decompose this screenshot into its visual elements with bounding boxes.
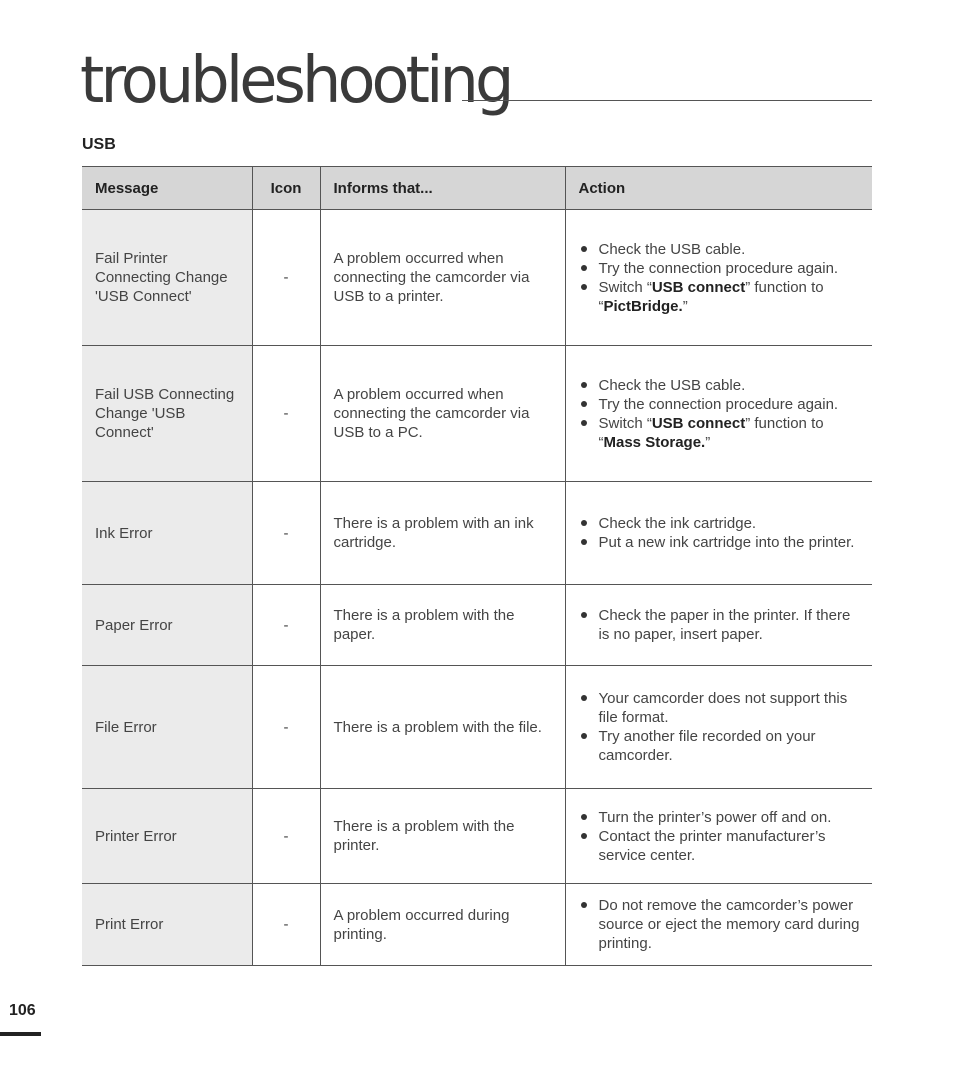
action-list — [579, 808, 865, 865]
action-item: Turn the printer’s power off and on. — [579, 808, 865, 827]
row-informs: There is a problem with the printer. — [320, 789, 565, 884]
page-number-bar — [0, 1032, 41, 1036]
table-row — [82, 346, 872, 482]
action-item: Contact the printer manufacturer’s service center. — [579, 827, 865, 865]
action-list — [579, 896, 865, 953]
row-message: Paper Error — [82, 585, 252, 666]
row-action — [565, 884, 872, 966]
row-action — [565, 482, 872, 585]
action-item: Switch “USB connect” function to “PictBridge.” — [579, 278, 865, 316]
action-item: Do not remove the camcorder’s power source or eject the memory card during printing. — [579, 896, 865, 953]
row-informs: There is a problem with an ink cartridge. — [320, 482, 565, 585]
action-item: Check the ink cartridge. — [579, 514, 865, 533]
table-row — [82, 210, 872, 346]
table-row — [82, 666, 872, 789]
action-list — [579, 606, 865, 644]
action-list — [579, 514, 865, 552]
title-underline — [462, 100, 872, 101]
row-icon: - — [252, 789, 320, 884]
row-action — [565, 210, 872, 346]
row-action — [565, 585, 872, 666]
page-number: 106 — [9, 1002, 36, 1019]
header-message: Message — [82, 167, 252, 210]
action-list — [579, 689, 865, 765]
action-item: Check the USB cable. — [579, 376, 865, 395]
row-informs: A problem occurred when connecting the camcorder via USB to a printer. — [320, 210, 565, 346]
row-message: Ink Error — [82, 482, 252, 585]
action-item: Try another file recorded on your camcorder. — [579, 727, 865, 765]
row-action — [565, 666, 872, 789]
section-heading: USB — [82, 136, 116, 153]
table-row — [82, 585, 872, 666]
table-header-row — [82, 167, 872, 210]
table-row — [82, 884, 872, 966]
action-item: Check the paper in the printer. If there is no paper, insert paper. — [579, 606, 865, 644]
troubleshooting-table — [82, 166, 872, 966]
action-item: Try the connection procedure again. — [579, 395, 865, 414]
action-item: Try the connection procedure again. — [579, 259, 865, 278]
row-message: Printer Error — [82, 789, 252, 884]
row-icon: - — [252, 585, 320, 666]
row-icon: - — [252, 884, 320, 966]
action-item: Put a new ink cartridge into the printer. — [579, 533, 865, 552]
header-action: Action — [565, 167, 872, 210]
header-icon: Icon — [252, 167, 320, 210]
row-icon: - — [252, 482, 320, 585]
table-row — [82, 789, 872, 884]
row-informs: There is a problem with the paper. — [320, 585, 565, 666]
row-icon: - — [252, 666, 320, 789]
row-message: Fail USB Connecting Change 'USB Connect' — [82, 346, 252, 482]
action-item: Check the USB cable. — [579, 240, 865, 259]
table-row — [82, 482, 872, 585]
row-message: Print Error — [82, 884, 252, 966]
page-title: troubleshooting — [80, 44, 511, 118]
row-message: Fail Printer Connecting Change 'USB Connect' — [82, 210, 252, 346]
row-icon: - — [252, 346, 320, 482]
row-informs: There is a problem with the file. — [320, 666, 565, 789]
row-message: File Error — [82, 666, 252, 789]
row-informs: A problem occurred during printing. — [320, 884, 565, 966]
row-action — [565, 789, 872, 884]
row-informs: A problem occurred when connecting the camcorder via USB to a PC. — [320, 346, 565, 482]
action-item: Switch “USB connect” function to “Mass Storage.” — [579, 414, 865, 452]
action-list — [579, 240, 865, 316]
row-icon: - — [252, 210, 320, 346]
action-list — [579, 376, 865, 452]
action-item: Your camcorder does not support this file format. — [579, 689, 865, 727]
row-action — [565, 346, 872, 482]
header-informs: Informs that... — [320, 167, 565, 210]
